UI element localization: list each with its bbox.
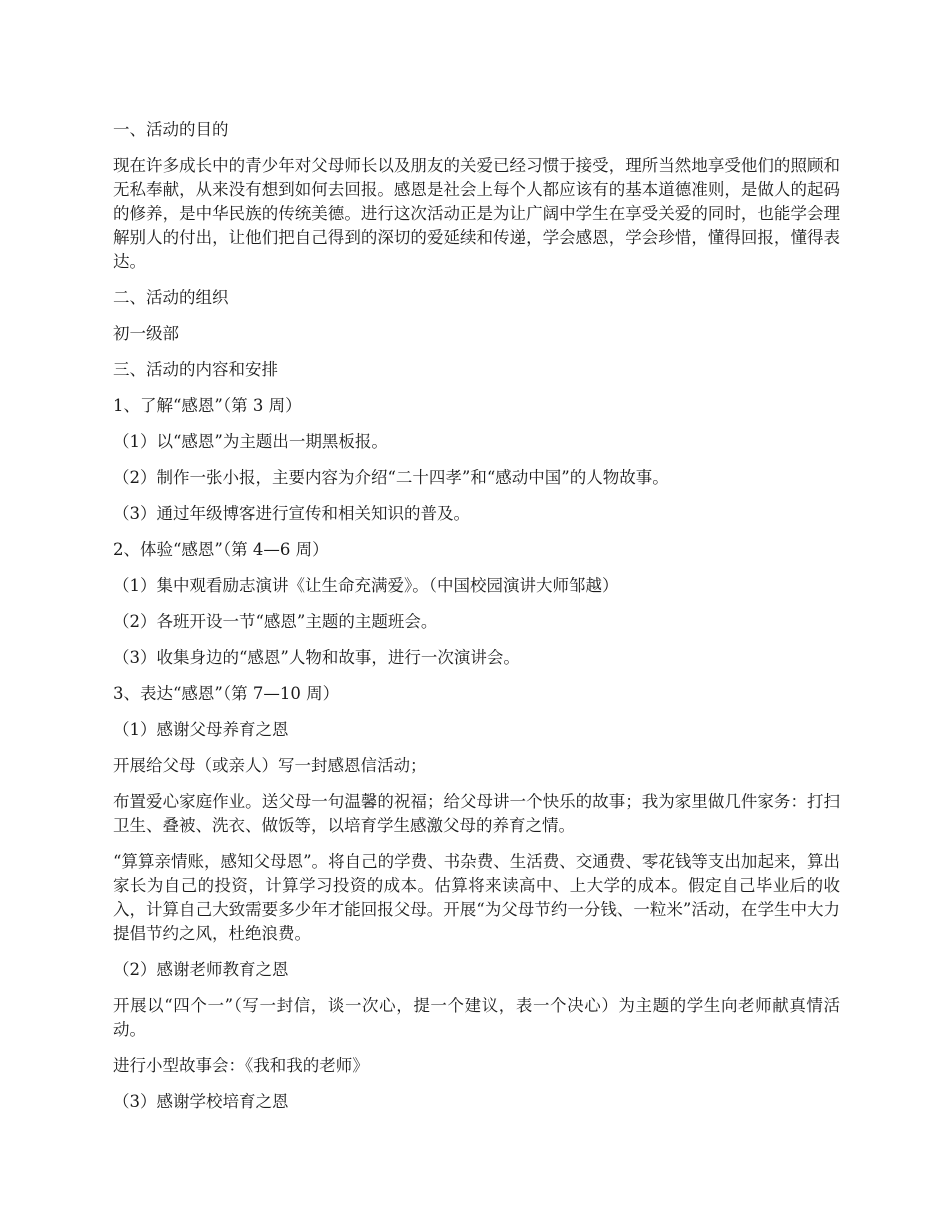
list-item: （1）感谢父母养育之恩 [113,720,289,739]
list-item: （2）感谢老师教育之恩 [113,960,289,979]
paragraph: 进行小型故事会：《我和我的老师》 [113,1056,369,1075]
paragraph-organization-body: 初一级部 [113,324,179,343]
paragraph: 开展以“四个一”（写一封信，谈一次心，提一个建议，表一个决心）为主题的学生向老师献真情活动。 [113,996,840,1039]
paragraph: 布置爱心家庭作业。送父母一句温馨的祝福；给父母讲一个快乐的故事；我为家里做几件家务：打扫卫生、叠被、洗衣、做饭等，以培育学生感激父母的养育之情。 [113,792,840,835]
section-heading-organization: 二、活动的组织 [113,288,229,307]
paragraph: “算算亲情账，感知父母恩”。将自己的学费、书杂费、生活费、交通费、零花钱等支出加起来，算出家长为自己的投资，计算学习投资的成本。估算将来读高中、上大学的成本。假定自己毕业后的收入，计算自己大致需要多少年才能回报父母。开展“为父母节约一分钱、一粒米”活动，在学生中大力提倡节约之风，杜绝浪费。 [113,852,840,943]
list-item: （3）收集身边的“感恩”人物和故事，进行一次演讲会。 [113,648,520,667]
subheading-understand: 1、了解“感恩”（第 3 周） [113,396,302,415]
document-page [113,118,840,1126]
list-item: （2）各班开设一节“感恩”主题的主题班会。 [113,612,438,631]
paragraph-purpose-body: 现在许多成长中的青少年对父母师长以及朋友的关爱已经习惯于接受，理所当然地享受他们的照顾和无私奉献，从来没有想到如何去回报。感恩是社会上每个人都应该有的基本道德准则，是做人的起码的修养，是中华民族的传统美德。进行这次活动正是为让广阔中学生在享受关爱的同时，也能学会理解别人的付出，让他们把自己得到的深切的爱延续和传递，学会感恩，学会珍惜，懂得回报，懂得表达。 [113,156,840,271]
section-heading-content: 三、活动的内容和安排 [113,360,278,379]
list-item: （1）集中观看励志演讲《让生命充满爱》。（中国校园演讲大师邹越） [113,576,619,595]
section-heading-purpose: 一、活动的目的 [113,120,229,139]
list-item: （3）感谢学校培育之恩 [113,1092,289,1111]
subheading-express: 3、表达“感恩”（第 7—10 周） [113,684,340,703]
paragraph: 开展给父母（或亲人）写一封感恩信活动； [113,756,427,775]
subheading-experience: 2、体验“感恩”（第 4—6 周） [113,540,329,559]
list-item: （2）制作一张小报，主要内容为介绍“二十四孝”和“感动中国”的人物故事。 [113,468,669,487]
list-item: （1）以“感恩”为主题出一期黑板报。 [113,432,388,451]
list-item: （3）通过年级博客进行宣传和相关知识的普及。 [113,504,470,523]
